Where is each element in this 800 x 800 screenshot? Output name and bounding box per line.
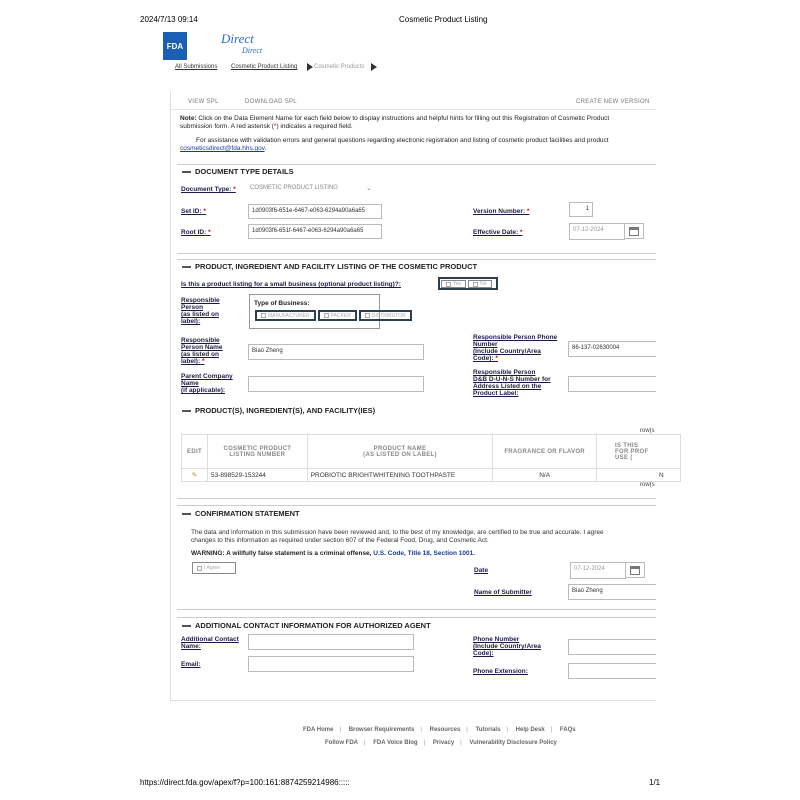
- product-listing-title: PRODUCT, INGREDIENT AND FACILITY LISTING OF THE COSMETIC PRODUCT: [182, 262, 477, 271]
- cell-fragrance: N/A: [493, 469, 597, 482]
- footer-links-row1: FDA Home | Browser Requirements | Resources | Tutorials | Help Desk | FAQs: [303, 727, 576, 733]
- agent-phone-label[interactable]: Phone Number (Include Country/Area Code):: [473, 636, 541, 657]
- products-table-wrapper: [181, 434, 664, 482]
- tab-download-spl[interactable]: DOWNLOAD SPL: [245, 99, 297, 105]
- pencil-icon[interactable]: ✎: [182, 469, 208, 482]
- set-id-field[interactable]: 1d0903f6-651e-6467-e063-6294a90a6a65: [248, 204, 382, 219]
- cell-professional-use: N: [597, 469, 681, 482]
- breadcrumb-cosmetic-listing[interactable]: Cosmetic Product Listing: [231, 64, 298, 70]
- print-url: https://direct.fda.gov/apex/f?p=100:161:8874259214986:::::: [140, 778, 350, 787]
- print-title: Cosmetic Product Listing: [399, 15, 488, 24]
- small-business-question[interactable]: Is this a product listing for a small business (optional product listing)?:: [181, 281, 401, 288]
- chevron-down-icon[interactable]: ⌄: [366, 185, 372, 192]
- business-distributor-checkbox[interactable]: DISTRIBUTOR: [359, 310, 412, 321]
- responsible-person-label[interactable]: Responsible Person (as listed on label):: [181, 297, 220, 325]
- duns-number-field[interactable]: [568, 376, 656, 392]
- parent-company-field[interactable]: [248, 376, 424, 392]
- responsible-phone-field[interactable]: 86-137-02630004: [568, 341, 656, 357]
- version-number-label[interactable]: Version Number: *: [473, 208, 529, 215]
- note-text-2: submission form. A red asterisk (: [180, 123, 274, 130]
- effective-date-label[interactable]: Effective Date: *: [473, 229, 523, 236]
- small-business-no[interactable]: No: [468, 280, 491, 288]
- cell-product-name: PROBIOTIC BRIGHTWHITENING TOOTHPASTE: [307, 469, 493, 482]
- footer-voice-blog[interactable]: FDA Voice Blog: [373, 740, 418, 746]
- footer-follow-fda[interactable]: Follow FDA: [325, 740, 358, 746]
- footer-tutorials[interactable]: Tutorials: [475, 727, 501, 733]
- business-packer-checkbox[interactable]: PACKER: [318, 310, 357, 321]
- agent-phone-field[interactable]: [568, 639, 656, 655]
- submitter-label[interactable]: Name of Submitter: [474, 589, 532, 596]
- tab-create-new-version[interactable]: CREATE NEW VERSION: [576, 99, 650, 105]
- business-manufacturer-checkbox[interactable]: MANUFACTURER: [255, 310, 316, 321]
- direct-logo-subtext: Direct: [242, 46, 263, 55]
- breadcrumb-all-submissions[interactable]: All Submissions: [175, 64, 218, 70]
- submitter-name-field[interactable]: Biao Zheng: [568, 584, 656, 600]
- warning-text: WARNING: A willfully false statement is a criminal offense, U.S. Code, Title 18, Section 1001.: [191, 550, 476, 557]
- phone-extension-label[interactable]: Phone Extension:: [473, 668, 528, 675]
- type-of-business-label: Type of Business:: [254, 300, 310, 307]
- products-table: [181, 434, 681, 482]
- document-type-title: DOCUMENT TYPE DETAILS: [182, 167, 294, 176]
- footer-vdp[interactable]: Vulnerability Disclosure Policy: [469, 740, 557, 746]
- email-period: .: [264, 145, 267, 152]
- parent-company-label[interactable]: Parent Company Name (if applicable):: [181, 373, 233, 394]
- confirmation-text: The data and information in this submission have been reviewed and, to the best of my knowledge, are certified to be true and accurate. I agree changes to this information as required under section 607 of the Federal Food, Drug, and Cosmetic Act.: [191, 529, 604, 544]
- date-label[interactable]: Date: [474, 567, 489, 574]
- document-type-select[interactable]: COSMETIC PRODUCT LISTING: [250, 185, 338, 191]
- additional-contact-field[interactable]: [248, 634, 414, 650]
- footer-links-row2: Follow FDA | FDA Voice Blog | Privacy | Vulnerability Disclosure Policy: [325, 740, 557, 746]
- fda-logo[interactable]: FDA: [163, 32, 187, 60]
- note-text-3: ) indicates a required field.: [276, 123, 353, 130]
- footer-faqs[interactable]: FAQs: [559, 727, 576, 733]
- usc-link[interactable]: U.S. Code, Title 18, Section 1001: [373, 550, 474, 557]
- col-professional-use[interactable]: IS THIS FOR PROF USE (: [597, 435, 681, 469]
- direct-logo-text: Direct: [221, 31, 254, 46]
- calendar-icon[interactable]: [625, 562, 645, 578]
- support-email-link[interactable]: cosmeticsdirect@fda.hhs.gov: [180, 145, 265, 152]
- responsible-person-name-label[interactable]: Responsible Person Name (as listed on label): *: [181, 337, 223, 365]
- confirmation-date-field[interactable]: 07-12-2024: [570, 562, 626, 579]
- breadcrumb-current: Cosmetic Products: [314, 64, 365, 70]
- table-row: [182, 469, 681, 482]
- products-table-title: PRODUCT(S), INGREDIENT(S), AND FACILITY(IES): [182, 406, 375, 415]
- breadcrumb-arrow-icon: [371, 63, 377, 71]
- breadcrumb-arrow-icon: [307, 63, 313, 71]
- footer-browser-req[interactable]: Browser Requirements: [348, 727, 415, 733]
- col-product-name[interactable]: PRODUCT NAME (AS LISTED ON LABEL): [307, 435, 493, 469]
- additional-contact-label[interactable]: Additional Contact Name:: [181, 636, 239, 650]
- set-id-label[interactable]: Set ID: *: [181, 208, 206, 215]
- version-number-field[interactable]: 1: [569, 202, 593, 217]
- cell-listing-number: 53-898529-153244: [207, 469, 307, 482]
- print-page-number: 1/1: [649, 778, 661, 787]
- footer-help-desk[interactable]: Help Desk: [515, 727, 545, 733]
- effective-date-field[interactable]: 07-12-2024: [569, 223, 625, 240]
- footer-resources[interactable]: Resources: [429, 727, 461, 733]
- footer-privacy[interactable]: Privacy: [432, 740, 455, 746]
- note-text: Click on the Data Element Name for each field below to display instructions and helpful hints for filling out this Registration of Cosmetic Product: [196, 115, 610, 122]
- agree-checkbox[interactable]: I Agree: [192, 562, 236, 574]
- print-datetime: 2024/7/13 09:14: [140, 15, 198, 24]
- responsible-phone-label[interactable]: Responsible Person Phone Number (Include Country/Area Code): *: [473, 334, 558, 362]
- col-listing-number[interactable]: COSMETIC PRODUCT LISTING NUMBER: [207, 435, 307, 469]
- agent-email-field[interactable]: [248, 656, 414, 672]
- small-business-yes[interactable]: Yes: [441, 280, 466, 288]
- rows-count-top: row(s: [640, 428, 655, 434]
- col-edit: EDIT: [182, 435, 208, 469]
- rows-count-bottom: row(s: [640, 482, 655, 488]
- responsible-person-name-field[interactable]: Biao Zheng: [248, 344, 424, 360]
- root-id-field[interactable]: 1d0903f6-651f-6467-e063-6294a90a6a65: [248, 224, 382, 239]
- agent-email-label[interactable]: Email:: [181, 661, 201, 668]
- phone-extension-field[interactable]: [568, 663, 656, 679]
- footer-fda-home[interactable]: FDA Home: [303, 727, 334, 733]
- note-asterisk: *: [273, 123, 277, 130]
- assist-text: For assistance with validation errors and general questions regarding electronic registration and listing of cosmetic product facilities and product: [196, 137, 609, 144]
- small-business-radio: [438, 277, 498, 290]
- agent-section-title: ADDITIONAL CONTACT INFORMATION FOR AUTHORIZED AGENT: [182, 621, 431, 630]
- duns-number-label[interactable]: Responsible Person D&B D-U-N-S Number for Address Listed on the Product Label:: [473, 369, 551, 397]
- document-type-label[interactable]: Document Type: *: [181, 186, 236, 193]
- calendar-icon[interactable]: [624, 223, 644, 239]
- instructions-note: [180, 115, 656, 153]
- note-label: Note:: [180, 115, 197, 122]
- confirmation-title: CONFIRMATION STATEMENT: [182, 509, 300, 518]
- tab-view-spl[interactable]: VIEW SPL: [188, 99, 219, 105]
- type-of-business-group: [249, 294, 406, 329]
- col-fragrance[interactable]: FRAGRANCE OR FLAVOR: [493, 435, 597, 469]
- root-id-label[interactable]: Root ID: *: [181, 229, 211, 236]
